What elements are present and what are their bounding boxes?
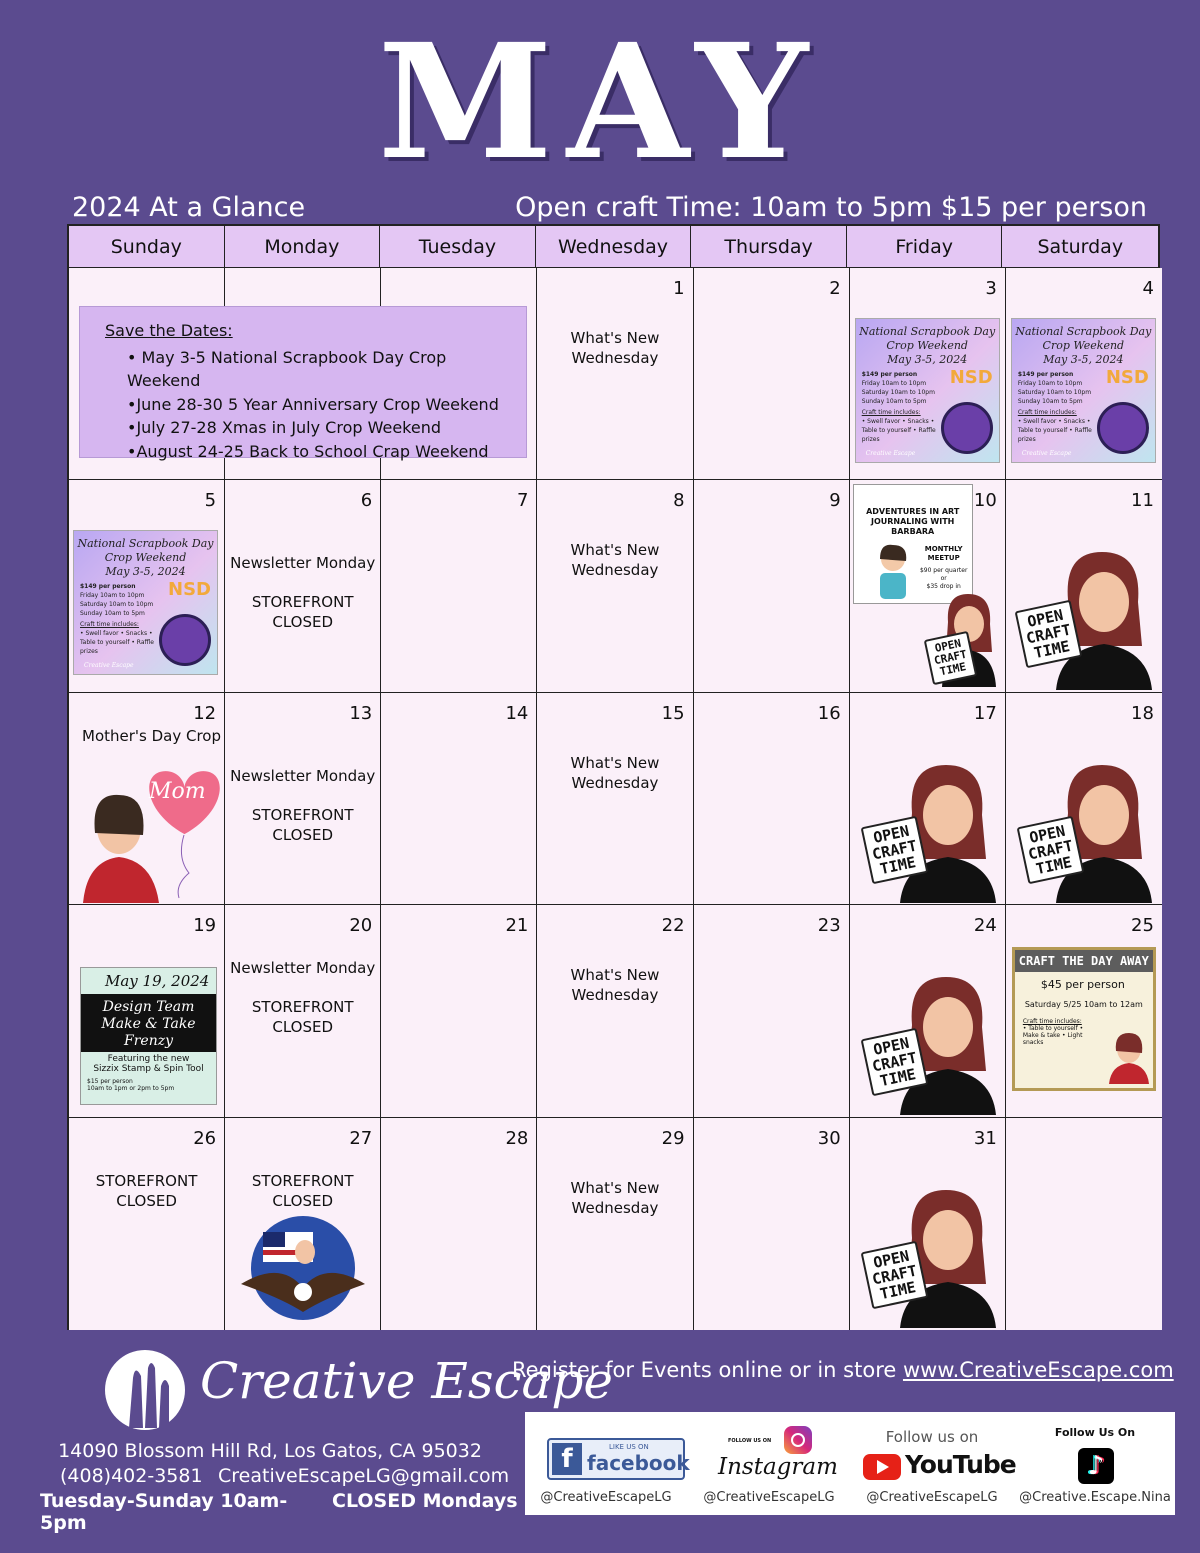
flyer-price: $149 per person [1017, 371, 1074, 378]
craft-day-includes-heading: Craft time includes: [1022, 1018, 1082, 1026]
event-newsletter-monday: Newsletter Monday [230, 554, 376, 573]
open-craft-time-sign: OPEN CRAFT TIME [923, 631, 977, 685]
tiktok-link[interactable] [1014, 1412, 1176, 1515]
flyer-includes-heading: Craft time includes: [80, 621, 139, 629]
event-storefront-closed: STOREFRONT CLOSED [95, 1171, 198, 1210]
day-cell-5[interactable] [69, 480, 225, 692]
day-cell-12[interactable] [69, 693, 225, 905]
craft-day-flyer[interactable] [1012, 947, 1156, 1091]
day-cell-25[interactable] [1006, 905, 1162, 1117]
day-cell-3[interactable] [850, 268, 1006, 480]
flyer-title: National Scrapbook Day Crop Weekend [1015, 325, 1152, 352]
flyer-includes: • Swell favor • Snacks • Table to yourself • Raffle prizes [80, 630, 155, 656]
day-number: 30 [817, 1127, 841, 1149]
design-team-flyer[interactable] [80, 967, 217, 1105]
day-number: 20 [349, 915, 373, 937]
event-storefront-closed: STOREFRONT CLOSED [251, 998, 354, 1037]
day-number: 16 [817, 702, 841, 724]
design-team-date: May 19, 2024 [105, 972, 210, 991]
craft-day-price: $45 per person [1040, 978, 1125, 992]
flyer-saturday: Saturday 10am to 10pm [1017, 389, 1092, 396]
art-journal-dropin: $35 drop in [926, 583, 961, 591]
page-title: MAY [377, 10, 823, 195]
art-journal-title: ADVENTURES IN ART JOURNALING WITH BARBARA [866, 507, 960, 537]
flyer-brand: Creative Escape [865, 450, 916, 457]
event-newsletter-monday: Newsletter Monday [230, 766, 376, 785]
subtitle-glance: 2024 At a Glance [72, 192, 306, 223]
day-number: 3 [985, 278, 997, 299]
day-number: 12 [193, 702, 217, 724]
nsd-badge: NSD [1105, 367, 1149, 388]
day-cell-2[interactable] [694, 268, 850, 480]
mom-balloon-text: Mom [149, 778, 206, 804]
day-number: 24 [973, 915, 997, 937]
address: 14090 Blossom Hill Rd, Los Gatos, CA 95032 [58, 1440, 482, 1462]
subtitle-open-craft: Open craft Time: 10am to 5pm $15 per person [515, 192, 1147, 223]
register-line [512, 1358, 1174, 1382]
weekday-thursday: Thursday [691, 226, 847, 268]
website-link[interactable]: www.CreativeEscape.com [902, 1358, 1174, 1382]
design-team-line2: Sizzix Stamp & Spin Tool [93, 1064, 204, 1075]
instagram-name: Instagram [718, 1454, 838, 1480]
nsd-badge: NSD [949, 367, 993, 388]
day-cell-1[interactable] [537, 268, 693, 480]
flyer-price: $149 per person [861, 371, 918, 378]
youtube-link[interactable] [851, 1412, 1016, 1515]
event-whats-new-wednesday: What's New Wednesday [570, 1178, 660, 1217]
weekday-wednesday: Wednesday [536, 226, 692, 268]
painter-avatar-icon [1099, 1029, 1149, 1084]
weekday-header-row [69, 226, 1158, 268]
flyer-sunday: Sunday 10am to 5pm [80, 610, 145, 618]
day-cell-4[interactable] [1006, 268, 1162, 480]
day-number: 15 [661, 702, 685, 724]
craft-day-title: CRAFT THE DAY AWAY [1015, 950, 1153, 972]
art-journal-price: $90 per quarter [919, 567, 968, 575]
weekday-sunday: Sunday [69, 226, 225, 268]
day-number: 5 [204, 490, 217, 512]
day-number: 29 [661, 1127, 685, 1149]
day-cell-empty [1006, 1118, 1162, 1330]
social-links-panel [525, 1412, 1175, 1515]
event-whats-new-wednesday: What's New Wednesday [570, 541, 660, 580]
day-cell-14[interactable] [381, 693, 537, 905]
flyer-saturday: Saturday 10am to 10pm [80, 601, 154, 609]
day-cell-6[interactable] [225, 480, 381, 692]
instagram-link[interactable] [688, 1412, 850, 1515]
day-number: 21 [505, 915, 529, 937]
event-whats-new-wednesday: What's New Wednesday [570, 753, 660, 792]
day-number: 4 [1142, 278, 1154, 299]
day-cell-28[interactable] [381, 1118, 537, 1330]
tiktok-handle: @Creative.Escape.Nina [1019, 1490, 1171, 1505]
save-the-dates-box [79, 306, 527, 461]
flyer-sunday: Sunday 10am to 5pm [861, 398, 927, 405]
avatar-badge [1097, 402, 1149, 454]
save-date-item: •July 27-28 Xmas in July Crop Weekend [127, 418, 442, 437]
day-number: 28 [505, 1127, 529, 1149]
flyer-price: $149 per person [80, 583, 136, 591]
nsd-flyer[interactable] [855, 318, 1000, 463]
event-whats-new-wednesday: What's New Wednesday [570, 329, 660, 367]
journal-avatar-icon [868, 541, 918, 603]
store-hours: Tuesday-Sunday 10am-5pm [40, 1490, 288, 1534]
design-team-times: 10am to 1pm or 2pm to 5pm [87, 1085, 175, 1093]
day-number: 13 [349, 702, 373, 724]
flyer-sunday: Sunday 10am to 5pm [1017, 398, 1083, 405]
design-team-title: Design Team Make & Take Frenzy [81, 994, 216, 1052]
nsd-badge: NSD [168, 579, 211, 601]
save-date-item: •June 28-30 5 Year Anniversary Crop Weekend [127, 394, 499, 414]
open-craft-time-sign: OPEN CRAFT TIME [1016, 815, 1084, 884]
day-number: 1 [673, 278, 685, 299]
tiktok-top-text: Follow Us On [1054, 1426, 1136, 1439]
event-storefront-closed: STOREFRONT CLOSED [251, 593, 354, 632]
day-cell-27[interactable] [225, 1118, 381, 1330]
event-whats-new-wednesday: What's New Wednesday [570, 966, 660, 1005]
nsd-flyer[interactable] [73, 530, 218, 675]
facebook-handle: @CreativeEscapeLG [540, 1490, 672, 1505]
day-number: 7 [516, 490, 529, 512]
day-cell-8[interactable] [537, 480, 693, 692]
day-cell-13[interactable] [225, 693, 381, 905]
avatar-badge [159, 614, 211, 666]
facebook-badge [547, 1438, 690, 1480]
art-journal-flyer[interactable] [853, 484, 973, 604]
instagram-handle: @CreativeEscapeLG [703, 1490, 835, 1505]
flyer-title: National Scrapbook Day Crop Weekend [77, 537, 214, 565]
flyer-includes-heading: Craft time includes: [861, 409, 921, 416]
youtube-name: YouTube [905, 1450, 1016, 1479]
youtube-icon [863, 1454, 901, 1480]
day-cell-18[interactable] [1006, 693, 1162, 905]
day-cell-30[interactable] [694, 1118, 850, 1330]
register-text: Register for Events online or in store [512, 1358, 903, 1382]
closed-days: CLOSED Mondays [332, 1490, 518, 1512]
youtube-handle: @CreativeEscapeLG [866, 1490, 998, 1505]
day-number: 18 [1131, 702, 1154, 724]
day-number: 26 [193, 1127, 217, 1149]
event-mothers-day-crop: Mother's Day Crop [82, 726, 222, 745]
design-team-price: $15 per person [87, 1078, 133, 1086]
day-cell-9[interactable] [694, 480, 850, 692]
day-cell-26[interactable] [69, 1118, 225, 1330]
flyer-brand: Creative Escape [1021, 450, 1072, 457]
open-craft-time-sign: OPEN CRAFT TIME [860, 1028, 928, 1097]
craft-day-when: Saturday 5/25 10am to 12am [1024, 1000, 1143, 1010]
flyer-friday: Friday 10am to 10pm [861, 380, 927, 387]
day-cell-17[interactable] [850, 693, 1006, 905]
day-cell-21[interactable] [381, 905, 537, 1117]
day-number: 19 [193, 915, 217, 937]
design-team-line1: Featuring the new [107, 1054, 190, 1065]
day-number: 22 [661, 915, 685, 937]
flyer-includes-heading: Craft time includes: [1017, 409, 1077, 416]
day-cell-10[interactable] [850, 480, 1006, 692]
day-cell-15[interactable] [537, 693, 693, 905]
art-journal-meetup: MONTHLY MEETUP [924, 545, 963, 563]
email[interactable]: CreativeEscapeLG@gmail.com [218, 1465, 510, 1487]
day-cell-24[interactable] [850, 905, 1006, 1117]
nsd-flyer[interactable] [1011, 318, 1156, 463]
paintbrush-logo-icon [115, 1358, 179, 1430]
event-newsletter-monday: Newsletter Monday [230, 959, 376, 978]
day-number: 10 [973, 490, 997, 512]
flyer-dates: May 3-5, 2024 [1043, 353, 1124, 366]
instagram-top-text: FOLLOW US ON [728, 1438, 772, 1444]
event-storefront-closed: STOREFRONT CLOSED [251, 805, 354, 844]
save-date-item: •August 24-25 Back to School Crap Weekend [127, 441, 489, 461]
facebook-name: facebook [587, 1451, 690, 1475]
facebook-icon: f [552, 1443, 582, 1475]
flyer-friday: Friday 10am to 10pm [80, 592, 145, 600]
day-number: 9 [829, 490, 841, 512]
day-cell-23[interactable] [694, 905, 850, 1117]
open-craft-time-sign: OPEN CRAFT TIME [860, 815, 928, 884]
art-journal-or: or [940, 575, 947, 583]
day-number: 2 [829, 278, 841, 299]
memorial-day-eagle-icon [241, 1212, 365, 1324]
avatar-badge [941, 402, 993, 454]
save-date-item: • May 3-5 National Scrapbook Day Crop Weekend [127, 347, 447, 390]
flyer-dates: May 3-5, 2024 [105, 565, 186, 579]
day-number: 14 [505, 702, 529, 724]
flyer-saturday: Saturday 10am to 10pm [861, 389, 935, 396]
craft-day-includes: • Table to yourself • Make & take • Light snacks [1022, 1025, 1084, 1047]
day-cell-20[interactable] [225, 905, 381, 1117]
calendar [67, 224, 1160, 1330]
day-number: 25 [1131, 915, 1154, 937]
day-number: 6 [360, 490, 373, 512]
day-cell-31[interactable] [850, 1118, 1006, 1330]
day-cell-22[interactable] [537, 905, 693, 1117]
day-cell-11[interactable] [1006, 480, 1162, 692]
flyer-title: National Scrapbook Day Crop Weekend [859, 325, 996, 352]
youtube-top-text: Follow us on [885, 1428, 979, 1446]
save-dates-heading: Save the Dates: [105, 321, 233, 340]
day-number: 27 [349, 1127, 373, 1149]
weekday-tuesday: Tuesday [380, 226, 536, 268]
flyer-includes: • Swell favor • Snacks • Table to yourself • Raffle prizes [861, 418, 936, 443]
phone: (408)402-3581 [60, 1465, 203, 1487]
open-craft-time-sign: OPEN CRAFT TIME [860, 1240, 928, 1309]
flyer-friday: Friday 10am to 10pm [1017, 380, 1083, 387]
event-storefront-closed: STOREFRONT CLOSED [251, 1171, 354, 1210]
day-number: 17 [973, 702, 997, 724]
tiktok-icon: ♪ [1078, 1448, 1114, 1484]
day-number: 31 [973, 1127, 997, 1149]
flyer-dates: May 3-5, 2024 [887, 353, 968, 366]
day-cell-7[interactable] [381, 480, 537, 692]
facebook-top-text: LIKE US ON [609, 1443, 649, 1451]
weekday-friday: Friday [847, 226, 1003, 268]
day-number: 23 [817, 915, 841, 937]
day-number: 11 [1131, 490, 1154, 512]
brand-name: Creative Escape [200, 1352, 613, 1410]
weekday-monday: Monday [225, 226, 381, 268]
day-number: 8 [673, 490, 685, 512]
calendar-grid [69, 268, 1158, 1330]
flyer-brand: Creative Escape [84, 662, 134, 670]
facebook-link[interactable] [525, 1412, 690, 1515]
day-cell-16[interactable] [694, 693, 850, 905]
weekday-saturday: Saturday [1002, 226, 1158, 268]
day-cell-19[interactable] [69, 905, 225, 1117]
open-craft-time-sign: OPEN CRAFT TIME [1014, 600, 1082, 669]
instagram-icon [784, 1426, 812, 1454]
flyer-includes: • Swell favor • Snacks • Table to yourself • Raffle prizes [1017, 418, 1092, 443]
day-cell-29[interactable] [537, 1118, 693, 1330]
